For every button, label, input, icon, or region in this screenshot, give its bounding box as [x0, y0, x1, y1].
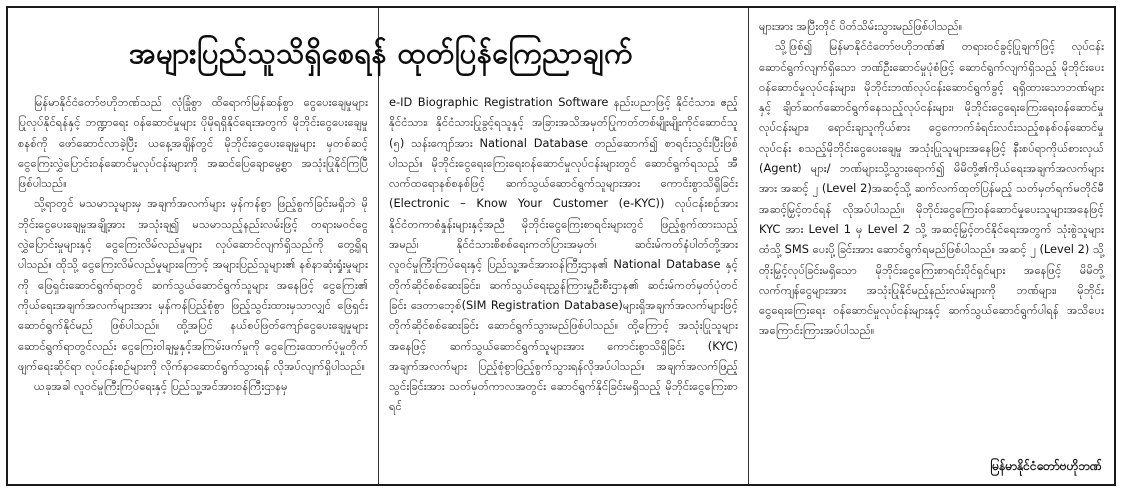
- paragraph: သို့ရာတွင် မသမာသူများမှ အချက်အလက်များ မှန်ကန်စွာ ဖြည့်စွက်ခြင်းမရှိဘဲ မိုဘိုင်းငွေပေးချေမှုအချို့အား အသုံးချ၍ မသမာသည့်နည်းလမ်းဖြင့် တရားမဝင်ငွေလွှဲပြောင်းမှုများနှင့် ငွေကြေးလိမ်လည်မှုများ လုပ်ဆောင်လျက်ရှိသည်ကို တွေ့ရှိရပါသည်။ ထိုသို့ ငွေကြေးလိမ်လည်မှုများကြောင့် အများပြည်သူများ၏ နစ်နာဆုံးရှုံးမှုများကို ဖြေရှင်းဆောင်ရွက်ရာတွင် ဆက်သွယ်ဆောင်ရွက်သူများ အနေဖြင့် ငွေကြေး၏ ကိုယ်ရေးအချက်အလက်များအား မှန်ကန်ပြည့်စုံစွာ ဖြည့်သွင်းထားမှသာလျှင် ဖြေရှင်းဆောင်ရွက်နိုင်မည် ဖြစ်ပါသည်။ ထို့အပြင် နယ်စပ်ဖြတ်ကျော်ငွေပေးချေမှုများဆောင်ရွက်ရာတွင်လည်း ငွေကြေးဝါချမှုနှင့်အကြမ်းဖက်မှုကို ငွေကြေးထောက်ပံ့မှုတိုက်ဖျက်ရေးဆိုင်ရာ လုပ်ငန်းစဉ်များကို လိုက်နာဆောင်ရွက်သွားရန် လိုအပ်လျက်ရှိပါသည်။: [18, 196, 368, 373]
- headline-wrap: [36, 28, 726, 84]
- column-2-body: [389, 92, 738, 417]
- column-1-body: [18, 92, 368, 396]
- signature: မြန်မာနိုင်ငံတော်ဗဟိုဘဏ်: [990, 459, 1102, 473]
- column-3-body: [759, 16, 1104, 341]
- paragraph: သို့ဖြစ်၍ မြန်မာနိုင်ငံတော်ဗဟိုဘဏ်၏ တရားဝင်ခွင့်ပြုချက်ဖြင့် လုပ်ငန်းဆောင်ရွက်လျက်ရှိသော ဘဏ်ဦးဆောင်မှုပုံစံဖြင့် ဆောင်ရွက်လျက်ရှိသည့် မိုဘိုင်းပေးဝန်ဆောင်မှုလုပ်ငန်းများ၊ မိုဘိုင်းဘဏ်လုပ်ငန်းဆောင်ရွက်ခွင့် ရရှိထားသောဘဏ်များနှင့် ချိတ်ဆက်ဆောင်ရွက်နေသည့်လုပ်ငန်းများ၊ မိုဘိုင်းငွေရေးကြေးရေးဝန်ဆောင်မှုလုပ်ငန်းများ၊ ရောင်းချသူကိုယ်စား ငွေကောက်ခံရင်းလင်းသည့်စနစ်ဝန်ဆောင်မှုလုပ်ငန်း စသည့်မိုဘိုင်းငွေပေးချေမှု အသုံးပြုသူများအနေဖြင့် နီးစပ်ရာကိုယ်စားလှယ် (Agent) များ/ ဘဏ်များသို့သွားရောက်၍ မိမိတို့၏ကိုယ်ရေးအချက်အလက်များအား အဆင့် ၂ (Level 2)အဆင့်သို့ ဆက်လက်ထုတ်ပြန်မည့် သတ်မှတ်ရက်မတိုင်မီ အဆင့်မြှင့်တင်ရန် လိုအပ်ပါသည်။ မိုဘိုင်းငွေကြေးဝန်ဆောင်မှုပေးသူများအနေဖြင့် KYC အား Level 1 မှ Level 2 သို့ အဆင့်မြှင့်တင်နိုင်ရေးအတွက် သုံးစွဲသူများထံသို့ SMS ပေးပို့ခြင်းအား ဆောင်ရွက်ရမည်ဖြစ်ပါသည်။ အဆင့် ၂ (Level 2) သို့ တိုးမြှင့်လုပ်ခြင်းမရှိသော မိုဘိုင်းငွေကြေးစာရင်းပိုင်ရှင်များ အနေဖြင့် မိမိတို့လက်ကျန်ငွေများအား အသုံးပြုနိုင်မည့်နည်းလမ်းများကို ဘဏ်များ၊ မိုဘိုင်းငွေရေးကြေးရေး ဝန်ဆောင်မှုလုပ်ငန်းများနှင့် ဆက်သွယ်ဆောင်ရွက်ပါရန် အသိပေးအကြောင်းကြားအပ်ပါသည်။: [759, 39, 1104, 338]
- paragraph: ယခုအခါ လူဝင်မှုကြီးကြပ်ရေးနှင့် ပြည်သူ့အင်အားဝန်ကြီးဌာနမှ: [34, 379, 288, 394]
- column-3: [748, 8, 1114, 484]
- paragraph: e-ID Biographic Registration Software နည်းပညာဖြင့် နိုင်ငံသား၊ ဧည့်နိုင်ငံသား၊ နိုင်ငံသားပြုခွင့်ရသူနှင့် အခြားအသိအမှတ်ပြုကတ်တစ်မျိုးမျိုးကိုင်ဆောင်သူ (၅) သန်းကျော်အား National Database တည်ဆောက်၍ စာရင်းသွင်းပြီးဖြစ်ပါသည်။ မိုဘိုင်းငွေရေးကြေးရေးဝန်ဆောင်မှုလုပ်ငန်းများတွင် ဆောင်ရွက်ရသည့် အီလက်ထရောနစ်စနစ်ဖြင့် ဆက်သွယ်ဆောင်ရွက်သူများအား ကောင်းစွာသိရှိခြင်း (Electronic – Know Your Customer (e-KYC)) လုပ်ငန်းစဉ်အား နိုင်ငံတကာစံနှုန်းများနှင့်အညီ မိုဘိုင်းငွေကြေးစာရင်းများတွင် ဖြည့်စွက်ထားသည့် အမည်၊ နိုင်ငံသားစိစစ်ရေးကတ်ပြားအမှတ်၊ ဆင်းမ်ကတ်နံပါတ်တို့အား လူဝင်မှုကြီးကြပ်ရေးနှင့် ပြည်သူ့အင်အားဝန်ကြီးဌာန၏ National Database နှင့် တိုက်ဆိုင်စစ်ဆေးခြင်း၊ ဆက်သွယ်ရေးညွှန်ကြားမှုဦးစီးဌာန၏ ဆင်းမ်ကတ်မှတ်ပုံတင်ခြင်း ဒေတာဘေ့စ်(SIM Registration Database)များရှိအချက်အလက်များဖြင့် တိုက်ဆိုင်စစ်ဆေးခြင်း ဆောင်ရွက်သွားမည်ဖြစ်ပါသည်။ ထို့ကြောင့် အသုံးပြုသူများအနေဖြင့် ဆက်သွယ်ဆောင်ရွက်သူများအား ကောင်းစွာသိရှိခြင်း (KYC) အချက်အလက်များ ပြည့်စုံစွာဖြည့်စွက်သွားရန်လိုအပ်ပါသည်။ အချက်အလက်ဖြည့်သွင်းခြင်းအား သတ်မှတ်ကာလအတွင်း ဆောင်ရွက်နိုင်ခြင်းမရှိသည့် မိုဘိုင်းငွေကြေးစာရင်: [389, 95, 738, 414]
- paragraph: မြန်မာနိုင်ငံတော်ဗဟိုဘဏ်သည် လုံခြုံစွာ ထိရောက်မြန်ဆန်စွာ ငွေပေးချေမှုများ ပြုလုပ်နိုင်ရန်နှင့် ဘဏ္ဍာရေး ဝန်ဆောင်မှုများ ပိုမိုရရှိနိုင်ရေးအတွက် မိုဘိုင်းငွေပေးချေမှုစနစ်ကို ဖော်ဆောင်လာခဲ့ပြီး ယနေ့အချိန်တွင် မိုဘိုင်းငွေပေးချေမှုများ မှတစ်ဆင့် ငွေကြေးလွှဲပြောင်းဝန်ဆောင်မှုလုပ်ငန်းများကို အဆင်ပြေချောမွေ့စွာ အသုံးပြုနိုင်ကြပြီဖြစ်ပါသည်။: [18, 95, 368, 191]
- paragraph: များအား အပြီးတိုင် ပိတ်သိမ်းသွားမည်ဖြစ်ပါသည်။: [759, 19, 963, 33]
- article-frame: [6, 6, 1116, 486]
- headline: အများပြည်သူသိရှိစေရန် ထုတ်ပြန်ကြေညာချက်: [128, 35, 634, 70]
